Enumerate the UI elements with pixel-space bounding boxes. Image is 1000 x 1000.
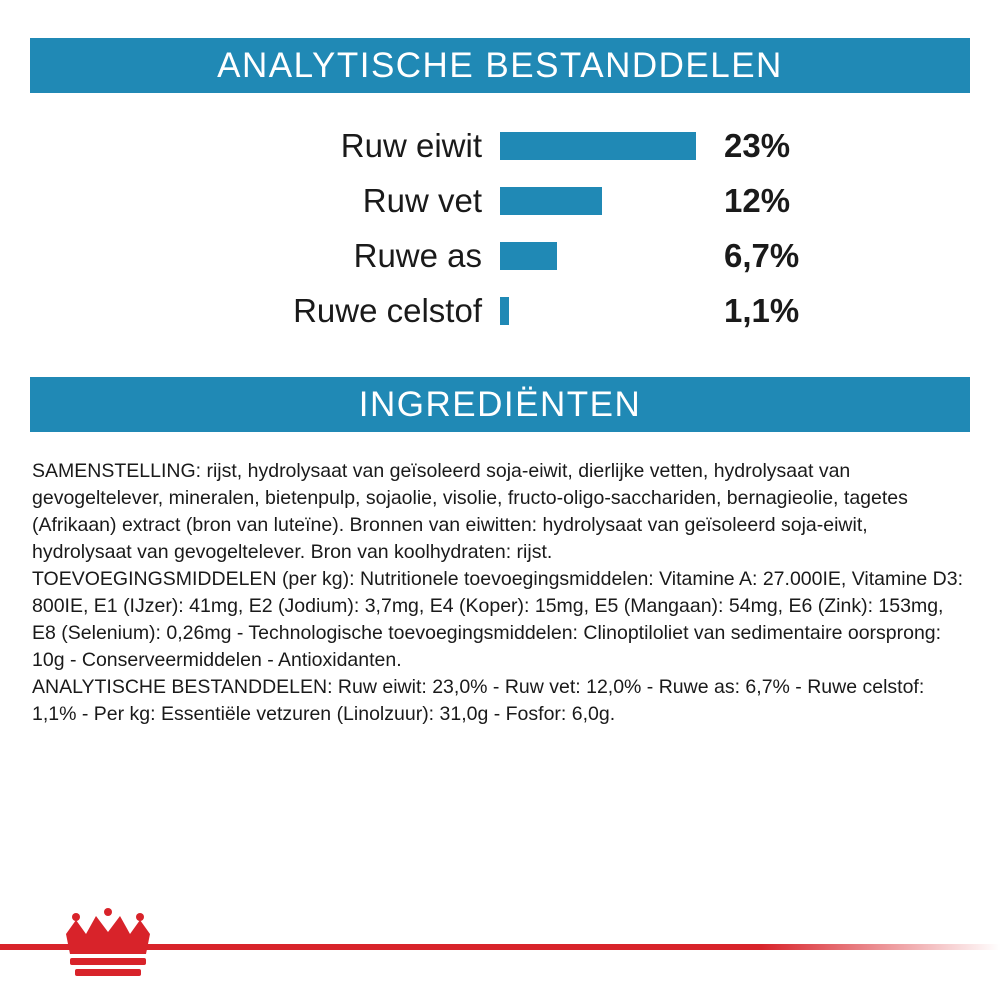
bar-row (30, 118, 970, 173)
analytical-bar-chart (30, 118, 970, 338)
bar-value: 23% (724, 126, 791, 164)
bar-label: Ruwe celstof (293, 291, 482, 329)
bar-fill (500, 132, 696, 160)
bar-value: 1,1% (724, 291, 800, 329)
bar-row (30, 283, 970, 338)
bar-track (500, 242, 710, 270)
bar-row (30, 228, 970, 283)
composition-paragraph: SAMENSTELLING: rijst, hydrolysaat van geïsoleerd soja-eiwit, dierlijke vetten, hydrolysaat van gevogeltelever, mineralen, bietenpulp, sojaolie, visolie, fructo-oligo-sacchariden, bernagieolie, tagetes (Afrikaan) extract (bron van luteïne). Bronnen van eiwitten: hydrolysaat van geïsoleerd soja-eiwit, hydrolysaat van gevogeltelever. Bron van koolhydraten: rijst. (32, 460, 908, 563)
bar-value: 12% (724, 181, 791, 219)
royal-canin-crown-icon (62, 908, 154, 982)
bar-label: Ruw eiwit (340, 126, 482, 164)
bar-fill (500, 242, 557, 270)
bar-fill (500, 297, 509, 325)
ingredients-text-block (32, 458, 970, 728)
section-header-ingredients: INGREDIËNTEN (30, 377, 970, 432)
bar-track (500, 132, 710, 160)
bar-track (500, 297, 710, 325)
additives-paragraph: TOEVOEGINGSMIDDELEN (per kg): Nutritionele toevoegingsmiddelen: Vitamine A: 27.000IE, Vitamine D3: 800IE, E1 (IJzer): 41mg, E2 (Jodium): 3,7mg, E4 (Koper): 15mg, E5 (Mangaan): 54mg, E6 (Zink): 153mg, E8 (Selenium): 0,26mg - Technologische toevoegingsmiddelen: Clinoptiloliet van sedimentaire oorsprong: 10g - Conserveermiddelen - Antioxidanten. (32, 568, 964, 671)
bar-value: 6,7% (724, 236, 800, 274)
bar-track (500, 187, 710, 215)
section-header-analytical: ANALYTISCHE BESTANDDELEN (30, 38, 970, 93)
bar-row (30, 173, 970, 228)
analytical-paragraph: ANALYTISCHE BESTANDDELEN: Ruw eiwit: 23,0% - Ruw vet: 12,0% - Ruwe as: 6,7% - Ruwe celstof: 1,1% - Per kg: Essentiële vetzuren (Linolzuur): 31,0g - Fosfor: 6,0g. (32, 676, 925, 725)
bar-fill (500, 187, 602, 215)
bar-label: Ruwe as (353, 236, 482, 274)
bar-label: Ruw vet (362, 181, 482, 219)
